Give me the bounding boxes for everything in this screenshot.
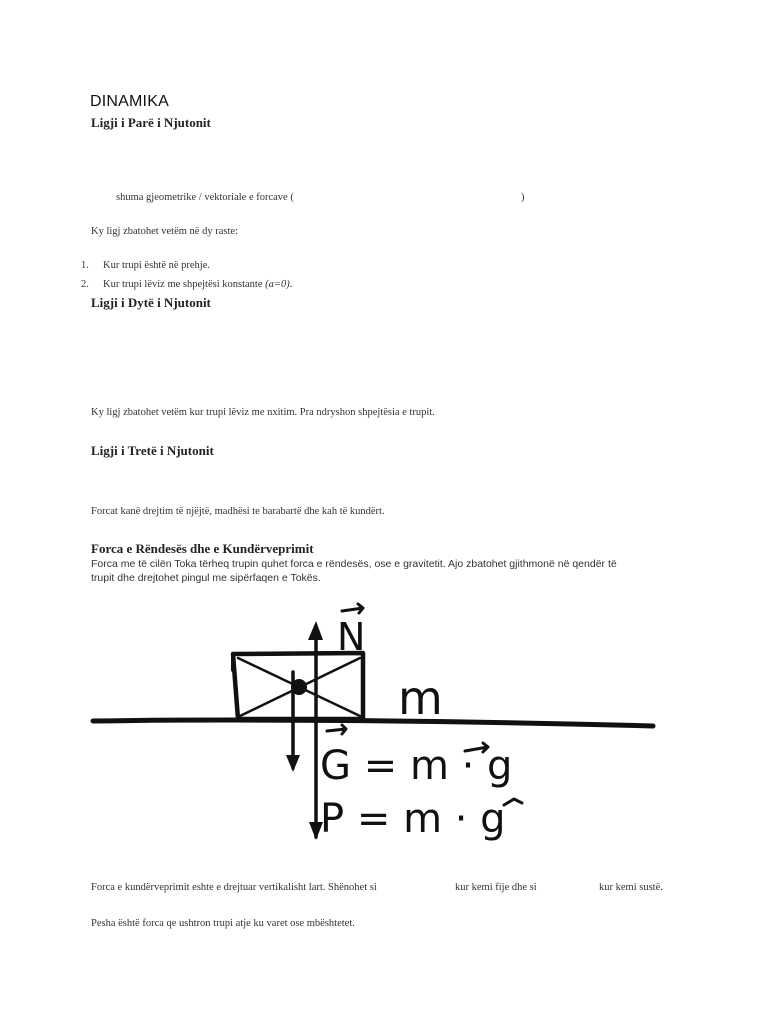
law3-forces: Forcat kanë drejtim të njëjtë, madhësi te barabartë dhe kah të kundërt. [91,506,385,517]
law2-heading: Ligji i Dytë i Njutonit [91,295,211,310]
gravity-heading: Forca e Rëndesës dhe e Kundërveprimit [91,541,314,556]
label-m: m [398,671,443,725]
label-n: N [337,615,366,659]
weight-definition: Pesha është forca qe ushtron trupi atje ku varet ose mbështetet. [91,918,355,929]
vector-sum-label: shuma gjeometrike / vektoriale e forcave ( [116,192,294,203]
list-number: 2. [81,279,89,290]
list-number: 1. [81,260,89,271]
page-title: DINAMIKA [90,93,169,110]
equation-g: G = m · g [320,743,513,789]
reaction-text-3: kur kemi sustë. [599,882,663,893]
force-diagram [80,600,680,860]
gravity-line-1: Forca me të cilën Toka tërheq trupin quhet forca e rëndesës, ose e gravitetit. Ajo zbatohet gjithmonë në qendër të [91,558,617,570]
law1-applies-intro: Ky ligj zbatohet vetëm në dy raste: [91,226,238,237]
law1-case-2 [81,279,292,290]
gravity-line-2: trupit dhe drejtohet pingul me sipërfaqen e Tokës. [91,572,321,584]
gravity-force-arrowhead [286,755,300,772]
g-vector-bar [327,725,346,734]
law1-case-1 [81,260,210,271]
law3-heading: Ligji i Tretë i Njutonit [91,443,214,458]
list-text: Kur trupi lëviz me shpejtësi konstante [103,279,266,290]
ground-line [93,720,653,726]
reaction-text-2: kur kemi fije dhe si [455,882,537,893]
vector-sum-text [116,192,294,203]
normal-force-arrowhead [308,621,323,640]
g-vector-bar-3 [504,799,522,805]
reaction-text-1: Forca e kundërveprimit eshte e drejtuar vertikalisht lart. Shënohet si [91,882,377,893]
list-emphasis: (a=0). [265,279,293,290]
equation-p: P = m · g [320,796,506,842]
vector-sum-close: ) [521,192,525,203]
n-vector-bar [342,604,363,613]
law2-applies: Ky ligj zbatohet vetëm kur trupi lëviz me nxitim. Pra ndryshon shpejtësia e trupit. [91,407,435,418]
list-text: Kur trupi është në prehje. [103,260,211,271]
law1-heading: Ligji i Parë i Njutonit [91,115,211,130]
